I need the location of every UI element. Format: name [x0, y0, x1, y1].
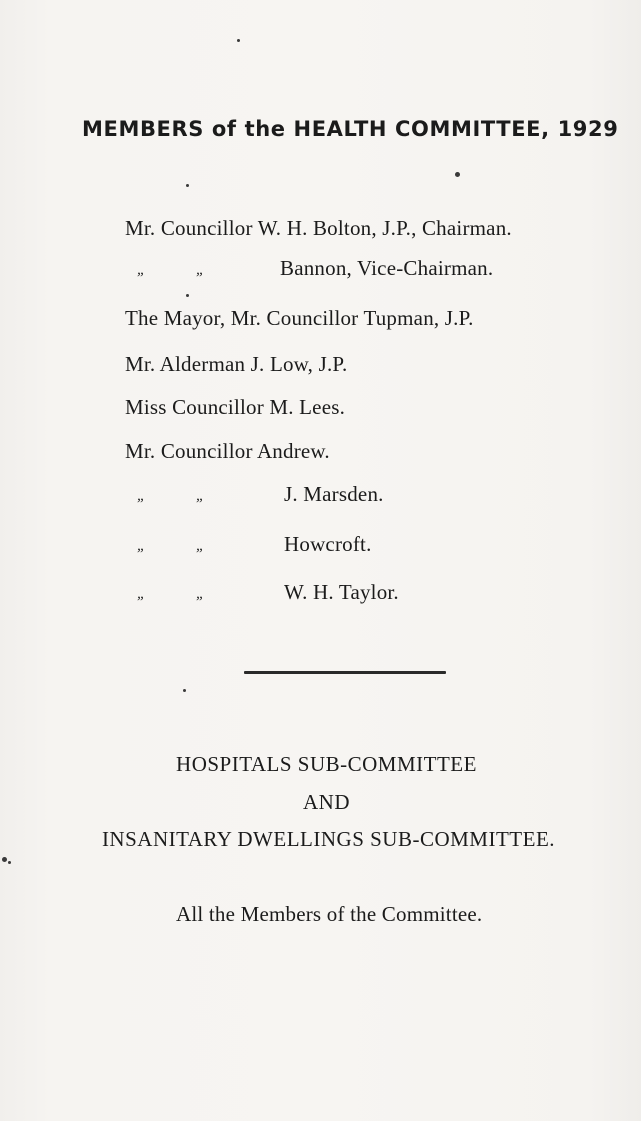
member-line-2: Bannon, Vice-Chairman.	[280, 256, 494, 280]
scan-speck	[8, 861, 11, 864]
scan-speck	[2, 857, 7, 862]
ditto-mark-prefix: „	[137, 262, 147, 278]
subcommittee-heading-1: HOSPITALS SUB-COMMITTEE	[176, 752, 477, 776]
subcommittee-heading-and: AND	[303, 790, 350, 814]
scan-speck	[455, 172, 460, 177]
member-line-4: Mr. Alderman J. Low, J.P.	[125, 352, 348, 376]
scan-speck	[237, 39, 240, 42]
ditto-mark-prefix: „	[137, 586, 147, 602]
footer-note: All the Members of the Committee.	[176, 902, 483, 926]
member-line-1	[125, 216, 512, 241]
member-name: Andrew.	[256, 439, 330, 463]
member-role: Councillor	[160, 439, 253, 463]
ditto-mark-role: „	[196, 262, 206, 278]
ditto-mark-prefix: „	[137, 488, 147, 504]
subcommittee-heading-2: INSANITARY DWELLINGS SUB-COMMITTEE.	[101, 827, 556, 851]
member-name: W. H. Bolton, J.P., Chairman.	[257, 216, 512, 240]
member-prefix: Mr.	[125, 216, 156, 240]
scan-speck	[186, 184, 189, 187]
scan-speck	[186, 294, 189, 297]
ditto-mark-role: „	[196, 586, 206, 602]
ditto-mark-role: „	[196, 538, 206, 554]
scan-speck	[183, 689, 186, 692]
member-line-5: Miss Councillor M. Lees.	[125, 395, 346, 419]
page-title: MEMBERS of the HEALTH COMMITTEE, 1929	[82, 117, 619, 141]
member-prefix: Mr.	[125, 439, 156, 463]
member-role: Councillor	[160, 216, 253, 240]
ditto-mark-role: „	[196, 488, 206, 504]
member-line-6	[125, 439, 330, 464]
ditto-mark-prefix: „	[137, 538, 147, 554]
member-line-3: The Mayor, Mr. Councillor Tupman, J.P.	[125, 306, 474, 330]
section-divider	[244, 671, 446, 674]
member-line-8: Howcroft.	[284, 532, 372, 556]
member-line-7: J. Marsden.	[284, 482, 384, 506]
member-line-9: W. H. Taylor.	[284, 580, 399, 604]
